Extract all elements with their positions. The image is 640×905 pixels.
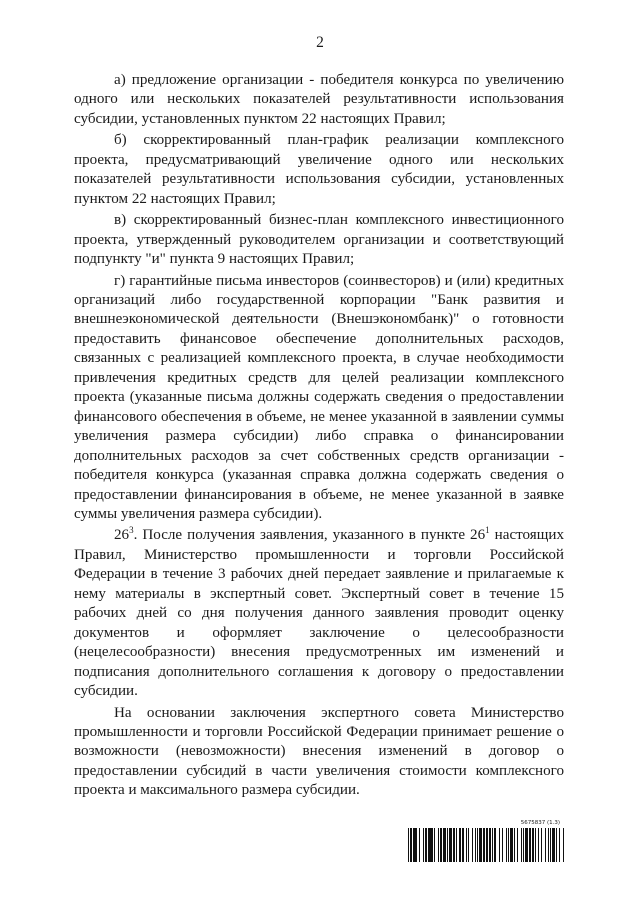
list-item-v: в) скорректированный бизнес-план комплексного инвестиционного проекта, утвержденный руководителем организации и соответствующий подпункту "и" пункта 9 настоящих Правил;: [74, 212, 564, 268]
paragraph-26-3: [74, 526, 564, 701]
list-item-b: б) скорректированный план-график реализации комплексного проекта, предусматривающий увеличение одного или нескольких показателей результативности использования субсидии, установленных пунктом 22 настоящих Правил;: [74, 132, 564, 207]
reference-superscript: 1: [485, 525, 490, 536]
paragraph-number: 26: [114, 527, 130, 544]
page-number: 2: [316, 34, 324, 51]
document-body: [74, 71, 564, 801]
barcode-bars: [408, 828, 564, 862]
final-paragraph: На основании заключения экспертного совета Министерство промышленности и торговли Российской Федерации принимает решение о возможности (невозможности) внесения изменений в договор о предоставлении субсидий в части увеличения стоимости комплексного проекта и максимального размера субсидии.: [74, 704, 564, 799]
paragraph-number-superscript: 3: [129, 525, 134, 536]
barcode-label: 5675837 (1.3): [520, 820, 560, 826]
barcode: [408, 820, 564, 864]
paragraph-rest-text: настоящих Правил, Министерство промышленности и торговли Российской Федерации в течение 3 рабочих дней передает заявление и прилагаемые к нему материалы в экспертный совет. Экспертный совет в течение 15 рабочих дней со дня получения данного заявления проводит оценку документов и оформляет заключение о целесообразности (нецелесообразности) внесения предусмотренных им изменений и подписания дополнительного соглашения к договору о предоставлении субсидии.: [74, 527, 564, 700]
barcode-bar: [563, 828, 564, 862]
list-item-a: а) предложение организации - победителя конкурса по увеличению одного или нескольких показателей результативности использования субсидии, установленных пунктом 22 настоящих Правил;: [74, 72, 564, 127]
paragraph-lead-text: . После получения заявления, указанного в пункте 26: [133, 527, 486, 544]
list-item-g: г) гарантийные письма инвесторов (соинвесторов) и (или) кредитных организаций либо государственной корпорации "Банк развития и внешнеэкономической деятельности (Внешэкономбанк)" о готовности предоставить финансовое обеспечение дополнительных расходов, связанных с реализацией комплексного проекта, в случае необходимости привлечения кредитных средств для целей реализации комплексного проекта (указанные письма должны содержать сведения о предоставлении финансового обеспечения в объеме, не менее указанной в заявлении суммы увеличения размера субсидии) либо справка о финансировании дополнительных расходов за счет собственных средств организации - победителя конкурса (указанная справка должна содержать сведения о предоставлении финансирования в объеме, не менее указанной в заявке суммы увеличения размера субсидии).: [74, 272, 564, 522]
